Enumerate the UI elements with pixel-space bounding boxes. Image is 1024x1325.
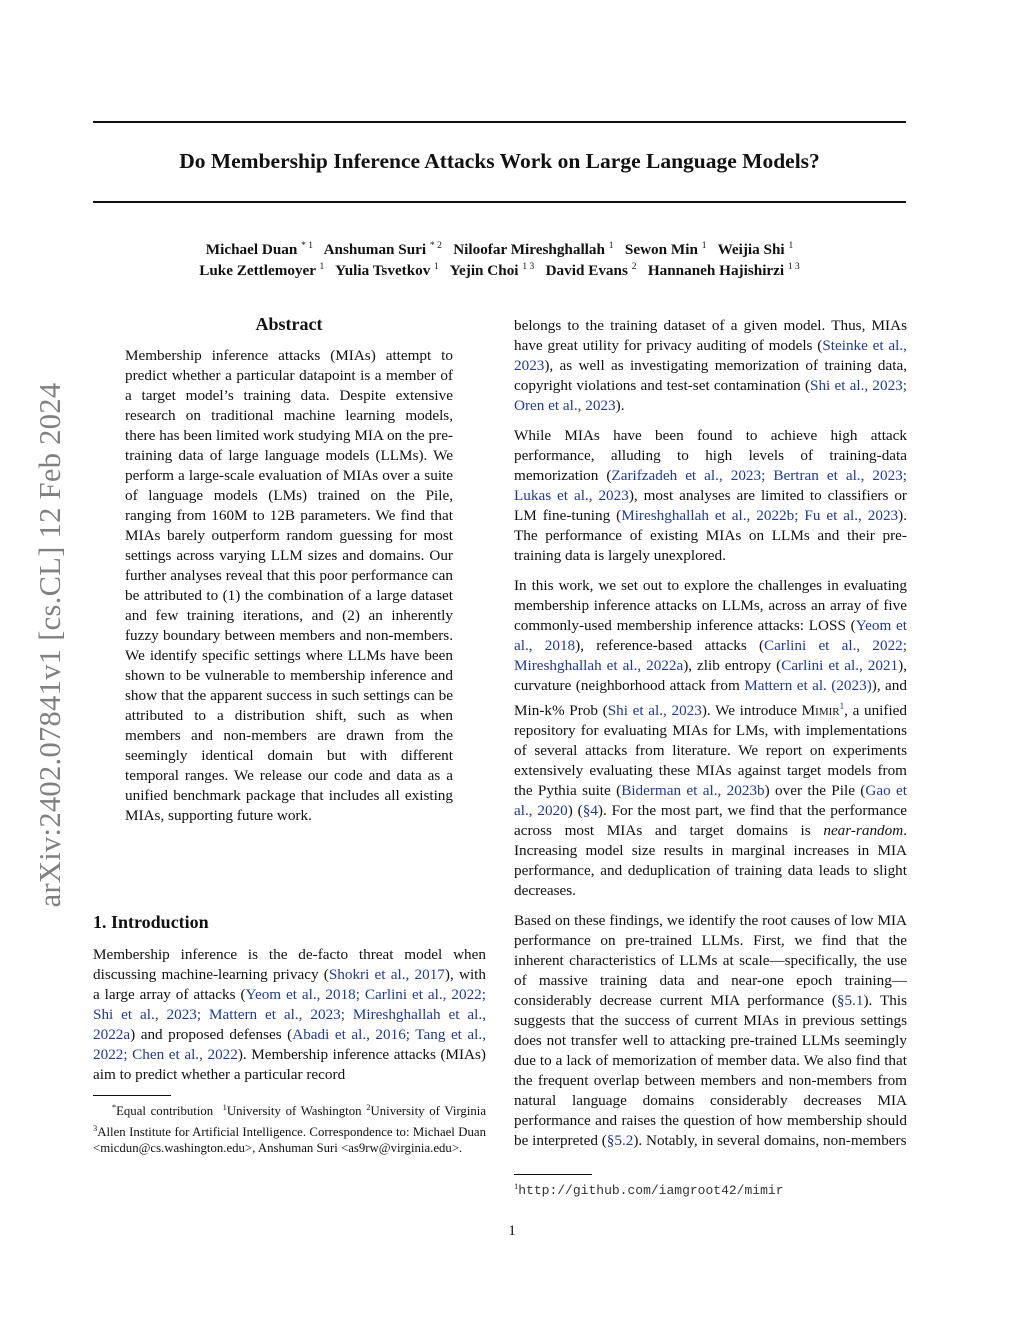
arxiv-identifier: arXiv:2402.07841v1 [cs.CL] 12 Feb 2024 <box>33 382 67 908</box>
citation-link[interactable]: Abadi et al., 2016; Tang et al., 2022; Chen et al., 2022 <box>93 1026 486 1063</box>
author: David Evans $^2$ <box>545 262 637 279</box>
citation-link[interactable]: Shokri et al., 2017 <box>328 966 445 983</box>
paragraph: In this work, we set out to explore the challenges in evaluating membership inference attacks on LLMs, across an array of five commonly-used membership inference attacks: LOSS (Yeom et al., 2018), reference-based attacks (Carlini et al., 2022; Mireshghallah et al., 2022a), zlib entropy (Carlini et al., 2021), curvature (neighborhood attack from Mattern et al. (2023)), and Min-k% Prob (Shi et al., 2023). We introduce Mimir$^1$, a unified repository for evaluating MIAs for LMs, with implementations of several attacks from literature. We report on experiments extensively evaluating these MIAs against target models from the Pythia suite (Biderman et al., 2023b) over the Pile (Gao et al., 2020) (§4). For the most part, we find that the performance across most MIAs and target domains is near-random. Increasing model size results in marginal increases in MIA performance, and deduplication of training data leads to slight decreases. <box>514 577 908 900</box>
author: Yejin Choi $^{1 3}$ <box>449 262 535 279</box>
author-list-line2 <box>93 256 906 282</box>
author: Yulia Tsvetkov $^1$ <box>335 262 439 279</box>
author: Luke Zettlemoyer $^1$ <box>199 262 325 279</box>
paragraph: belongs to the training dataset of a given model. Thus, MIAs have great utility for privacy auditing of models (Steinke et al., 2023), as well as investigating memorization of training data, copyright violations and test-set contamination (Shi et al., 2023; Oren et al., 2023). <box>514 317 907 414</box>
citation-link[interactable]: Yeom et al., 2018; Carlini et al., 2022; Shi et al., 2023; Mattern et al., 2023; Mireshghallah et al., 2022a <box>93 986 486 1043</box>
author: Anshuman Suri $^{* 2}$ <box>323 241 442 258</box>
section-heading-introduction: 1. Introduction <box>93 912 209 932</box>
citation-link[interactable]: Shi et al., 2023 <box>607 702 702 720</box>
citation-link[interactable]: Carlini et al., 2022; Mireshghallah et al., 2022a <box>514 637 907 674</box>
abstract-heading: Abstract <box>255 314 323 334</box>
author: Michael Duan $^{* 1}$ <box>205 241 314 258</box>
section-link[interactable]: §5.1 <box>836 992 864 1010</box>
citation-link[interactable]: Biderman et al., 2023b <box>621 782 765 800</box>
right-column <box>514 316 907 1161</box>
title-rule-bottom <box>93 201 906 203</box>
paper-title: Do Membership Inference Attacks Work on Large Language Models? <box>179 149 820 173</box>
paragraph: Based on these findings, we identify the root causes of low MIA performance on pre-trained LLMs. First, we find that the inherent characteristics of LLMs at scale—specifically, the use of massive training data and near-one epoch training—considerably decrease current MIA performance (§5.1). This suggests that the success of current MIAs in previous settings does not transfer well to attacking pre-trained LLMs seemingly due to a lack of memorization of member data. We also find that the frequent overlap between members and non-members from natural language domains considerably decreases MIA performance and raises the question of how membership should be interpreted (§5.2). Notably, in several domains, non-members <box>514 912 907 1150</box>
citation-link[interactable]: Mattern et al. (2023) <box>744 677 872 694</box>
citation-link[interactable]: Carlini et al., 2021 <box>781 657 899 674</box>
section-link[interactable]: §5.2 <box>606 1132 634 1150</box>
citation-link[interactable]: Mireshghallah et al., 2022b; Fu et al., 2023 <box>621 507 899 524</box>
title-rule-top <box>93 121 906 123</box>
mimir-name: Mimir <box>801 702 840 720</box>
footnote-rule <box>93 1095 171 1096</box>
citation-link[interactable]: Steinke et al., 2023 <box>514 337 907 374</box>
repository-footnote: $^1$http://github.com/iamgroot42/mimir <box>514 1181 784 1198</box>
citation-link[interactable]: Gao et al., 2020 <box>514 782 907 820</box>
section-link[interactable]: §4 <box>582 802 598 820</box>
footnote-rule <box>514 1174 592 1175</box>
citation-link[interactable]: Shi et al., 2023; Oren et al., 2023 <box>514 377 907 414</box>
author: Sewon Min $^1$ <box>624 241 707 258</box>
affiliation-footnote: *Equal contribution $^1$University of Washington $^2$University of Virginia $^3$Allen Institute for Artificial Intelligence. Correspondence to: Michael Duan <micdun@cs.washington.edu>, Anshuman Suri <as9rw@virginia.edu>. <box>93 1102 487 1155</box>
citation-link[interactable]: Zarifzadeh et al., 2023; Bertran et al., 2023; Lukas et al., 2023 <box>514 467 907 504</box>
abstract-text: Membership inference attacks (MIAs) attempt to predict whether a particular datapoint is a member of a target model’s training data. Despite extensive research on traditional machine learning models, there has been limited work studying MIA on the pre-training data of large language models (LLMs). We perform a large-scale evaluation of MIAs over a suite of language models (LMs) trained on the Pile, ranging from 160M to 12B parameters. We find that MIAs barely outperform random guessing for most settings across varying LLM sizes and domains. Our further analyses reveal that this poor performance can be attributed to (1) the combination of a large dataset and few training iterations, and (2) an inherently fuzzy boundary between members and non-members. We identify specific settings where LLMs have been shown to be vulnerable to membership inference and show that the apparent success in such settings can be attributed to a distribution shift, such as when members and non-members are drawn from the seemingly identical domain but with different temporal ranges. We release our code and data as a unified benchmark package that includes all existing MIAs, supporting future work. <box>125 347 453 824</box>
author: Hannaneh Hajishirzi $^{1 3}$ <box>647 262 800 279</box>
author: Weijia Shi $^1$ <box>717 241 794 258</box>
author: Niloofar Mireshghallah $^1$ <box>453 241 614 258</box>
repository-url-link[interactable]: http://github.com/iamgroot42/mimir <box>518 1183 784 1198</box>
introduction-paragraph: Membership inference is the de-facto threat model when discussing machine-learning privacy (Shokri et al., 2017), with a large array of attacks (Yeom et al., 2018; Carlini et al., 2022; Shi et al., 2023; Mattern et al., 2023; Mireshghallah et al., 2022a) and proposed defenses (Abadi et al., 2016; Tang et al., 2022; Chen et al., 2022). Membership inference attacks (MIAs) aim to predict whether a particular record <box>93 946 486 1083</box>
paragraph: While MIAs have been found to achieve high attack performance, alluding to high levels of training-data memorization (Zarifzadeh et al., 2023; Bertran et al., 2023; Lukas et al., 2023), most analyses are limited to classifiers or LM fine-tuning (Mireshghallah et al., 2022b; Fu et al., 2023). The performance of existing MIAs on LLMs and their pre-training data is largely unexplored. <box>514 427 907 564</box>
footnote-marker[interactable]: 1 <box>839 701 845 711</box>
page-number: 1 <box>508 1222 516 1239</box>
citation-link[interactable]: Yeom et al., 2018 <box>514 617 907 654</box>
